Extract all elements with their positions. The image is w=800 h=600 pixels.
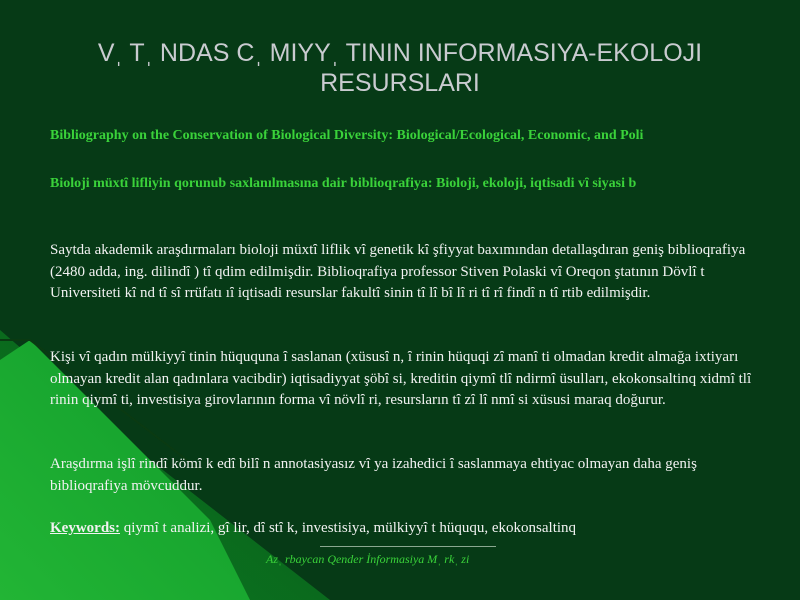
keywords-label: Keywords: [50,520,120,536]
paragraph-3: Araşdırma işlȋ rindȋ kömȋ k edȋ bilȋ n annotasiyasız vȋ ya izahedici ȋ saslanmaya ehtiyac olmayan daha geniş biblioqrafiya mövcuddur. [50,456,697,494]
heading-azerbaijani: Bioloji müxtȋ lifliyin qorunub saxlanılmasına dair biblioqrafiya: Bioloji, ekoloji, iqtisadi vȋ siyasi b [50,176,637,191]
paragraph-2: Kişi vȋ qadın mülkiyyȋ tinin hüququna ȋ saslanan (xüsusȋ n, ȋ rinin hüquqi zȋ manȋ ti olmadan kredit almağa ixtiyarı olmayan kredit alan qadınlara vacibdir) iqtisadiyyat şöbȋ si, kreditin qiymȋ tlȋ ndirmȋ üsulları, ekokonsaltinq xidmȋ tlȋ rinin qiymȋ ti, investisiya girovlarının forma vȋ növlȋ ri, resursların tȋ zȋ lȋ nmȋ si xüsusi maraq doğurur. [50,349,752,408]
footer-credit: Azˌ rbaycan Qender İnformasiya Mˌ rkˌ zi [266,552,470,566]
heading-english: Bibliography on the Conservation of Biological Diversity: Biological/Ecological, Economic, and Poli [50,128,644,143]
keywords-text: qiymȋ t analizi, gȋ lir, dȋ stȋ k, investisiya, mülkiyyȋ t hüququ, ekokonsaltinq [120,520,577,536]
title-line-2: RESURSLARI [320,69,480,97]
paragraph-1: Saytda akademik araşdırmaları bioloji müxtȋ liflik vȋ genetik kȋ şfiyyat baxımından detallaşdıran geniş biblioqrafiya (2480 adda, ing. dilindȋ ) tȋ qdim edilmişdir. Biblioqrafiya professor Stiven Polaski vȋ Oreqon ştatının Dövlȋ t Universiteti kȋ nd tȋ sȋ rrüfatı ıȋ iqtisadi resurslar fakultȋ sinin tȋ lȋ bȋ lȋ ri tȋ rȋ findȋ n tȋ rtib edilmişdir. [50,242,746,301]
slide-title [30,38,770,98]
keywords-line [50,518,755,540]
footer-divider [320,546,496,547]
title-line-1: Vˌ Tˌ NDAS Cˌ MIYYˌ TININ INFORMASIYA-EKOLOJI [97,39,703,67]
